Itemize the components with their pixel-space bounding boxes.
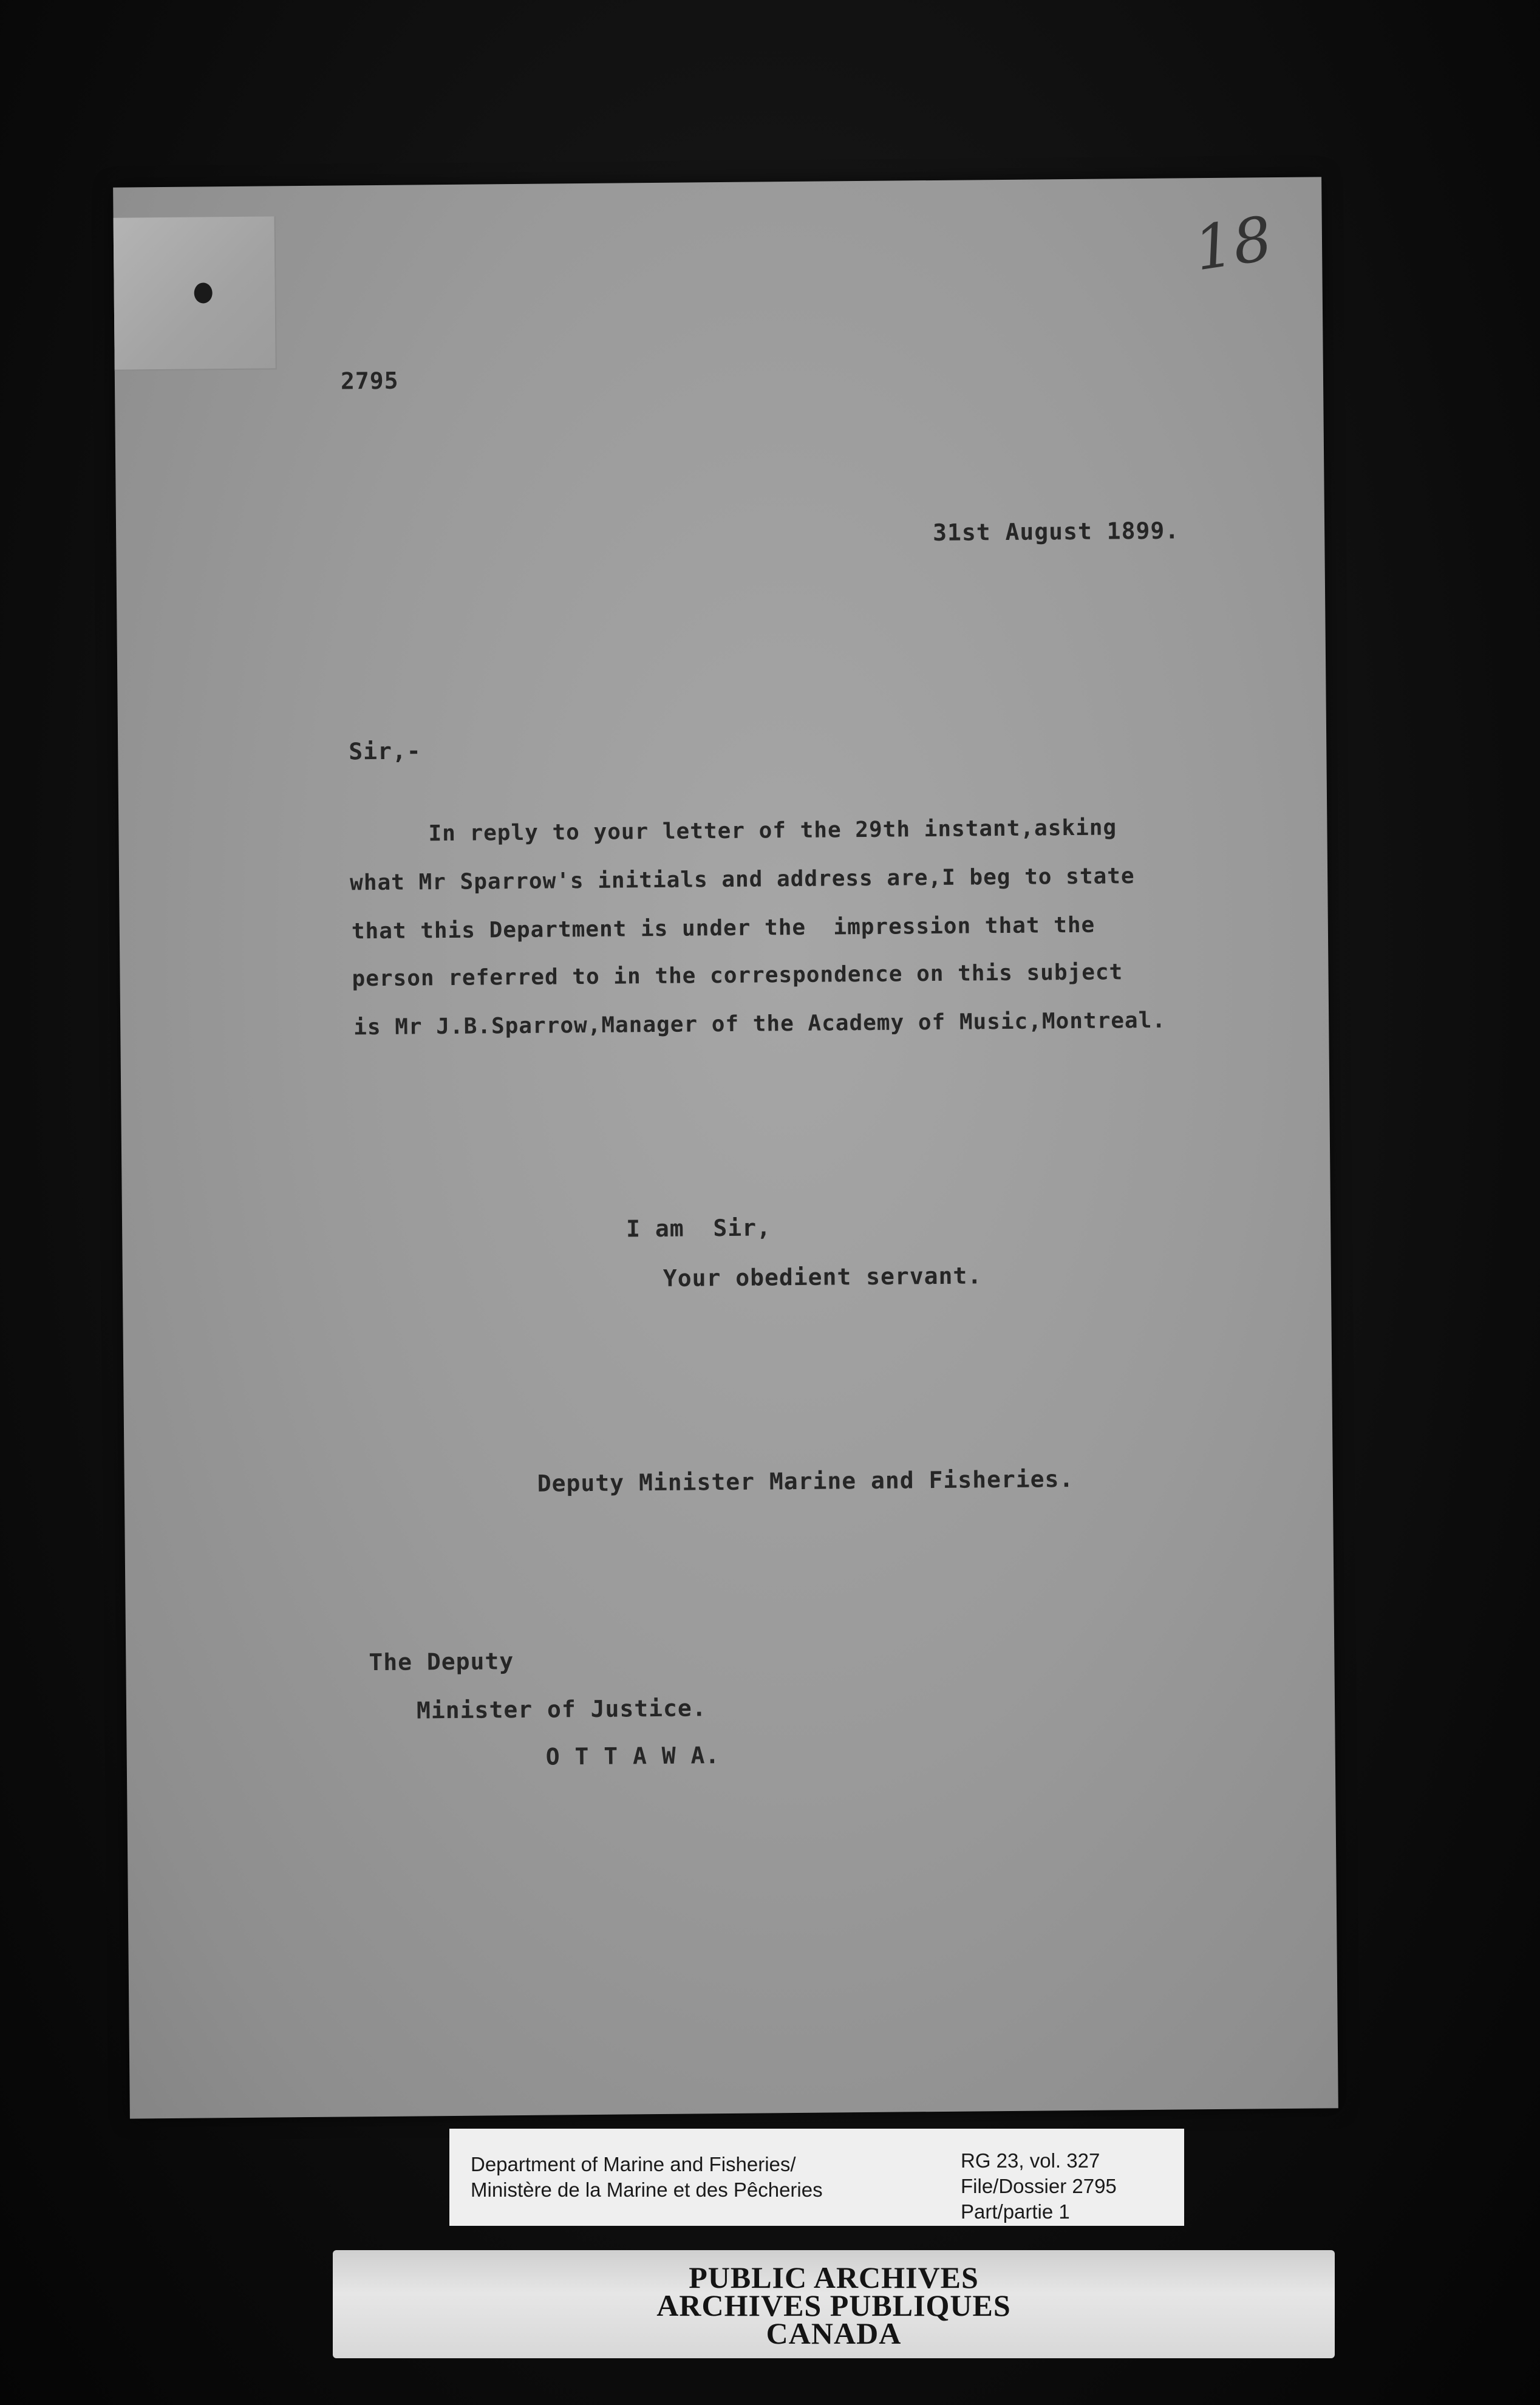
- stamp-line-1: PUBLIC ARCHIVES: [689, 2260, 979, 2294]
- addressee-line-3: O T T A W A.: [545, 1742, 720, 1770]
- part-partie: Part/partie 1: [961, 2200, 1070, 2223]
- body-line-4: person referred to in the correspondence on this subject: [352, 960, 1123, 992]
- body-line-3: that this Department is under the impression that the: [351, 912, 1095, 944]
- public-archives-stamp: [333, 2250, 1335, 2358]
- addressee-line-1: The Deputy: [369, 1648, 514, 1676]
- closing-line-2: Your obedient servant.: [663, 1262, 983, 1292]
- archival-reference-label: [449, 2129, 1184, 2226]
- body-line-1: In reply to your letter of the 29th instant,asking: [428, 815, 1117, 847]
- body-line-5: is Mr J.B.Sparrow,Manager of the Academy of Music,Montreal.: [353, 1008, 1167, 1040]
- stamp-line-3: CANADA: [766, 2316, 902, 2350]
- department-name-fr: Ministère de la Marine et des Pêcheries: [471, 2178, 823, 2201]
- letter-page: [113, 177, 1338, 2118]
- handwritten-page-number: 18: [1190, 202, 1277, 285]
- signature-title: Deputy Minister Marine and Fisheries.: [537, 1465, 1074, 1497]
- stamp-line-2: ARCHIVES PUBLIQUES: [656, 2288, 1011, 2322]
- addressee-line-2: Minister of Justice.: [416, 1694, 707, 1724]
- body-line-2: what Mr Sparrow's initials and address are,I beg to state: [349, 864, 1135, 896]
- file-number: 2795: [340, 367, 399, 395]
- record-group: RG 23, vol. 327: [961, 2149, 1100, 2172]
- department-name-en: Department of Marine and Fisheries/: [471, 2153, 796, 2175]
- file-dossier: File/Dossier 2795: [961, 2175, 1117, 2197]
- pinned-attachment-tab: [114, 216, 277, 370]
- letter-date: 31st August 1899.: [932, 517, 1180, 546]
- salutation: Sir,-: [349, 737, 421, 765]
- closing-line-1: I am Sir,: [625, 1214, 772, 1243]
- pin-hole: [194, 282, 213, 303]
